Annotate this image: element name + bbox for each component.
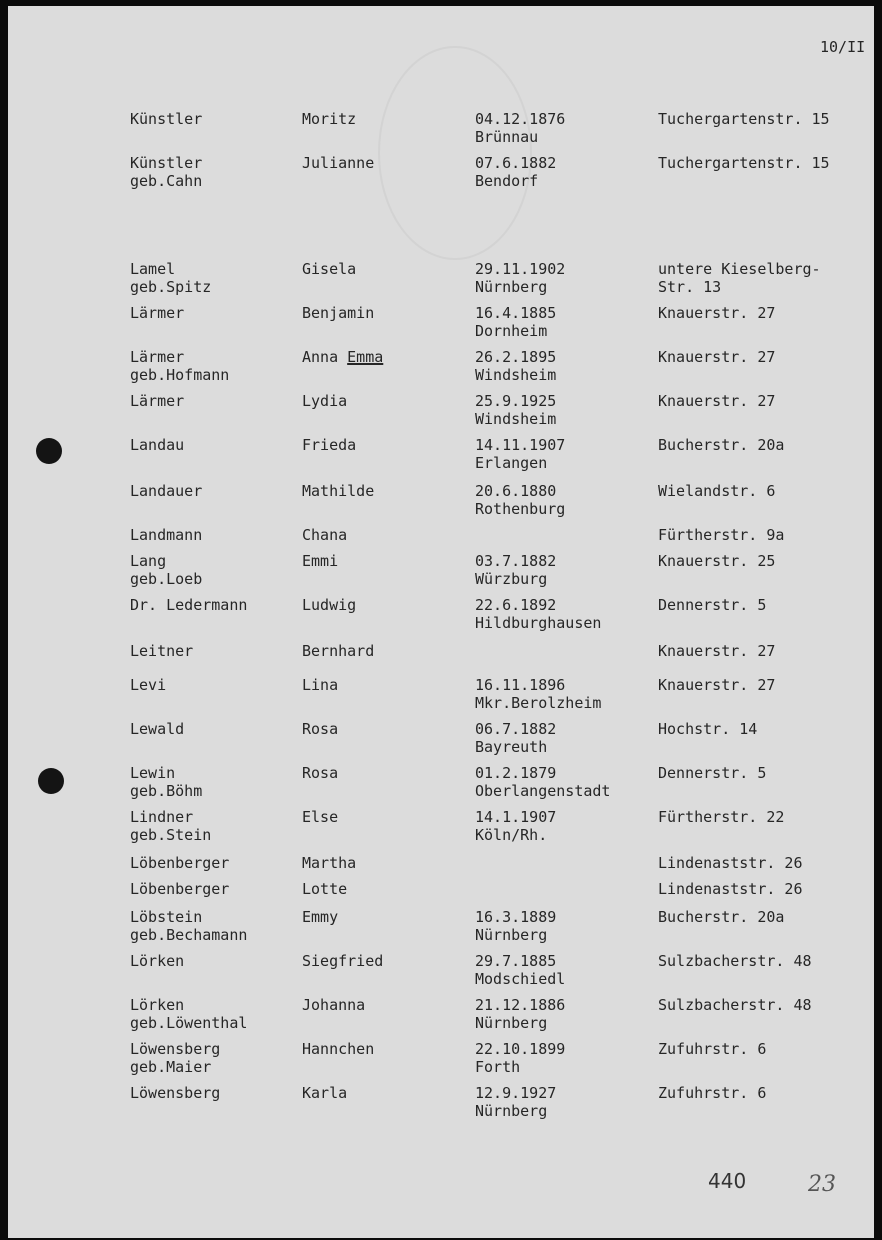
entry-row [8, 952, 874, 992]
entry-row [8, 260, 874, 300]
entry-row [8, 808, 874, 848]
birth-info [475, 908, 556, 944]
first-name-line: Bernhard [302, 642, 375, 660]
birth-info [475, 952, 565, 988]
address [658, 720, 757, 738]
address [658, 642, 775, 660]
birth-info-line: Nürnberg [475, 278, 548, 296]
surname-line: geb.Spitz [130, 278, 212, 296]
address [658, 304, 775, 322]
birth-info [475, 996, 565, 1032]
address-line: Dennerstr. 5 [658, 764, 767, 782]
surname-line: geb.Bechamann [130, 926, 248, 944]
birth-info-line: 22.6.1892 [475, 596, 557, 614]
first-name [302, 764, 338, 782]
first-name-line: Mathilde [302, 482, 375, 500]
address [658, 526, 784, 544]
entry-row [8, 154, 874, 194]
first-name-line: Lydia [302, 392, 348, 410]
first-name-line: Rosa [302, 720, 339, 738]
address-line: Knauerstr. 27 [658, 676, 776, 694]
surname-line: Dr. Ledermann [130, 596, 248, 614]
surname [130, 110, 202, 128]
surname-line: Löbstein [130, 908, 203, 926]
surname [130, 642, 193, 660]
surname [130, 880, 229, 898]
surname [130, 304, 184, 322]
birth-info [475, 392, 556, 428]
surname-line: Landmann [130, 526, 203, 544]
birth-info-line: 01.2.1879 [475, 764, 557, 782]
address-line: Wielandstr. 6 [658, 482, 776, 500]
surname-line: geb.Maier [130, 1058, 212, 1076]
underlined-name: Emma [347, 348, 384, 366]
address-line: Zufuhrstr. 6 [658, 1040, 767, 1058]
birth-info-line: 14.11.1907 [475, 436, 566, 454]
address [658, 260, 821, 296]
birth-info [475, 720, 556, 756]
birth-info-line: Rothenburg [475, 500, 566, 518]
surname-line: Künstler [130, 154, 203, 172]
surname-line: Lamel [130, 260, 176, 278]
birth-info-line: 29.7.1885 [475, 952, 557, 970]
birth-info-line: Brünnau [475, 128, 539, 146]
surname [130, 526, 202, 544]
first-name-line: Lina [302, 676, 339, 694]
first-name-line: Hannchen [302, 1040, 375, 1058]
address [658, 764, 766, 782]
first-name [302, 482, 374, 500]
birth-info-line: 04.12.1876 [475, 110, 566, 128]
entry-row [8, 110, 874, 150]
first-name-line: Siegfried [302, 952, 384, 970]
birth-info-line: 20.6.1880 [475, 482, 557, 500]
address [658, 676, 775, 694]
birth-info [475, 764, 610, 800]
surname-line: Löbenberger [130, 854, 230, 872]
surname-line: Lärmer [130, 348, 185, 366]
first-name [302, 526, 347, 544]
first-name [302, 110, 356, 128]
birth-info-line: Würzburg [475, 570, 548, 588]
entry-row [8, 1040, 874, 1080]
surname-line: Leitner [130, 642, 194, 660]
surname-line: Löbenberger [130, 880, 230, 898]
first-name-text: Anna [302, 348, 348, 366]
address [658, 596, 766, 614]
surname-line: geb.Cahn [130, 172, 203, 190]
address [658, 808, 784, 826]
surname-line: Levi [130, 676, 167, 694]
address [658, 854, 803, 872]
entry-row [8, 676, 874, 716]
birth-info-line: Hildburghausen [475, 614, 602, 632]
first-name-line: Rosa [302, 764, 339, 782]
surname-line: Lewald [130, 720, 185, 738]
surname [130, 348, 229, 384]
surname [130, 764, 202, 800]
birth-info-line: Nürnberg [475, 1014, 548, 1032]
first-name [302, 260, 356, 278]
entry-row [8, 596, 874, 636]
birth-info-line: Modschiedl [475, 970, 566, 988]
address-line: Dennerstr. 5 [658, 596, 767, 614]
entry-row [8, 720, 874, 760]
surname [130, 996, 247, 1032]
birth-info-line: 12.9.1927 [475, 1084, 557, 1102]
surname [130, 436, 184, 454]
surname [130, 552, 202, 588]
address-line: Knauerstr. 25 [658, 552, 776, 570]
address-line: Tuchergartenstr. 15 [658, 154, 830, 172]
birth-info-line: Bendorf [475, 172, 539, 190]
surname [130, 260, 211, 296]
birth-info-line: Erlangen [475, 454, 548, 472]
first-name-line: Lotte [302, 880, 348, 898]
first-name-line: Else [302, 808, 339, 826]
surname [130, 808, 211, 844]
birth-info [475, 482, 565, 518]
first-name [302, 854, 356, 872]
entry-row [8, 908, 874, 948]
birth-info-line: 29.11.1902 [475, 260, 566, 278]
surname-line: Löwensberg [130, 1040, 221, 1058]
address-line: Knauerstr. 27 [658, 392, 776, 410]
address-line: Tuchergartenstr. 15 [658, 110, 830, 128]
address [658, 996, 812, 1014]
birth-info-line: 25.9.1925 [475, 392, 557, 410]
address [658, 482, 775, 500]
first-name [302, 552, 338, 570]
first-name [302, 908, 338, 926]
first-name [302, 1040, 374, 1058]
first-name [302, 304, 374, 322]
surname [130, 482, 202, 500]
first-name [302, 154, 374, 172]
address [658, 1084, 766, 1102]
surname-line: geb.Hofmann [130, 366, 230, 384]
address-line: Bucherstr. 20a [658, 436, 785, 454]
birth-info-line: 06.7.1882 [475, 720, 557, 738]
address [658, 110, 830, 128]
birth-info-line: 21.12.1886 [475, 996, 566, 1014]
birth-info-line: Dornheim [475, 322, 548, 340]
surname [130, 720, 184, 738]
entry-row [8, 552, 874, 592]
address-line: Knauerstr. 27 [658, 348, 776, 366]
faded-stamp [378, 46, 532, 260]
handwritten-page-number: 23 [808, 1172, 836, 1197]
surname-line: geb.Stein [130, 826, 212, 844]
surname-line: geb.Böhm [130, 782, 203, 800]
address [658, 436, 784, 454]
birth-info-line: Nürnberg [475, 926, 548, 944]
first-name [302, 720, 338, 738]
birth-info [475, 808, 556, 844]
address [658, 1040, 766, 1058]
birth-info-line: Windsheim [475, 366, 557, 384]
birth-info-line: 22.10.1899 [475, 1040, 566, 1058]
surname-line: Lärmer [130, 392, 185, 410]
first-name-line: Johanna [302, 996, 366, 1014]
address-line: Knauerstr. 27 [658, 304, 776, 322]
surname-line: Lindner [130, 808, 194, 826]
first-name-line: Benjamin [302, 304, 375, 322]
birth-info-line: 16.3.1889 [475, 908, 557, 926]
birth-info-line: Köln/Rh. [475, 826, 548, 844]
first-name-line: Emmy [302, 908, 339, 926]
first-name-line: Martha [302, 854, 357, 872]
surname-line: Künstler [130, 110, 203, 128]
birth-info [475, 260, 565, 296]
birth-info-line: Nürnberg [475, 1102, 548, 1120]
entry-row [8, 996, 874, 1036]
birth-info-line: 14.1.1907 [475, 808, 557, 826]
first-name-line: Moritz [302, 110, 357, 128]
first-name-line: Emmi [302, 552, 339, 570]
birth-info-line: Mkr.Berolzheim [475, 694, 602, 712]
first-name-line: Frieda [302, 436, 357, 454]
surname [130, 392, 184, 410]
address-line: Sulzbacherstr. 48 [658, 996, 812, 1014]
first-name [302, 952, 383, 970]
surname-line: Lörken [130, 996, 185, 1014]
address-line: Hochstr. 14 [658, 720, 758, 738]
address [658, 908, 784, 926]
birth-info-line: 26.2.1895 [475, 348, 557, 366]
first-name [302, 436, 356, 454]
birth-info [475, 154, 556, 190]
first-name [302, 642, 374, 660]
birth-info [475, 676, 601, 712]
first-name [302, 596, 356, 614]
first-name-line: Karla [302, 1084, 348, 1102]
address [658, 348, 775, 366]
first-name-line: Julianne [302, 154, 375, 172]
birth-info [475, 1084, 556, 1120]
surname [130, 952, 184, 970]
surname-line: Lang [130, 552, 167, 570]
sheet-number: 10/II [820, 38, 866, 56]
address-line: untere Kieselberg- [658, 260, 821, 278]
address-line: Lindenaststr. 26 [658, 880, 803, 898]
address [658, 552, 775, 570]
address-line: Lindenaststr. 26 [658, 854, 803, 872]
page-number: 440 [708, 1169, 747, 1193]
first-name-line: Chana [302, 526, 348, 544]
surname-line: Landauer [130, 482, 203, 500]
surname [130, 908, 247, 944]
birth-info-line: 16.11.1896 [475, 676, 566, 694]
entry-row [8, 436, 874, 476]
address-line: Fürtherstr. 9a [658, 526, 785, 544]
surname [130, 154, 202, 190]
birth-info-line: Bayreuth [475, 738, 548, 756]
surname-line: Lärmer [130, 304, 185, 322]
address [658, 154, 830, 172]
address [658, 880, 803, 898]
birth-info [475, 304, 556, 340]
entry-row [8, 348, 874, 388]
first-name [302, 808, 338, 826]
birth-info-line: 03.7.1882 [475, 552, 557, 570]
surname [130, 854, 229, 872]
surname [130, 1040, 220, 1076]
entry-row [8, 1084, 874, 1124]
birth-info [475, 436, 565, 472]
entry-row [8, 304, 874, 344]
first-name [302, 676, 338, 694]
address-line: Str. 13 [658, 278, 722, 296]
birth-info-line: 07.6.1882 [475, 154, 557, 172]
address [658, 392, 775, 410]
birth-info [475, 1040, 565, 1076]
surname-line: Lewin [130, 764, 176, 782]
surname-line: Landau [130, 436, 185, 454]
address-line: Fürtherstr. 22 [658, 808, 785, 826]
surname-line: geb.Loeb [130, 570, 203, 588]
birth-info-line: Windsheim [475, 410, 557, 428]
birth-info-line: Forth [475, 1058, 521, 1076]
first-name [302, 996, 365, 1014]
address [658, 952, 812, 970]
address-line: Sulzbacherstr. 48 [658, 952, 812, 970]
first-name [302, 392, 347, 410]
address-line: Bucherstr. 20a [658, 908, 785, 926]
entry-row [8, 764, 874, 804]
birth-info-line: 16.4.1885 [475, 304, 557, 322]
first-name-line: Ludwig [302, 596, 357, 614]
surname-line: Lörken [130, 952, 185, 970]
surname [130, 596, 247, 614]
entry-row [8, 482, 874, 522]
entry-row [8, 392, 874, 432]
birth-info [475, 348, 556, 384]
birth-info-line: Oberlangenstadt [475, 782, 611, 800]
first-name [302, 348, 383, 366]
first-name [302, 880, 347, 898]
first-name [302, 1084, 347, 1102]
surname-line: Löwensberg [130, 1084, 221, 1102]
birth-info [475, 110, 565, 146]
first-name-line: Gisela [302, 260, 357, 278]
surname [130, 1084, 220, 1102]
first-name-line [302, 348, 383, 366]
surname [130, 676, 166, 694]
birth-info [475, 552, 556, 588]
document-page [8, 6, 874, 1238]
address-line: Zufuhrstr. 6 [658, 1084, 767, 1102]
address-line: Knauerstr. 27 [658, 642, 776, 660]
birth-info [475, 596, 601, 632]
surname-line: geb.Löwenthal [130, 1014, 248, 1032]
